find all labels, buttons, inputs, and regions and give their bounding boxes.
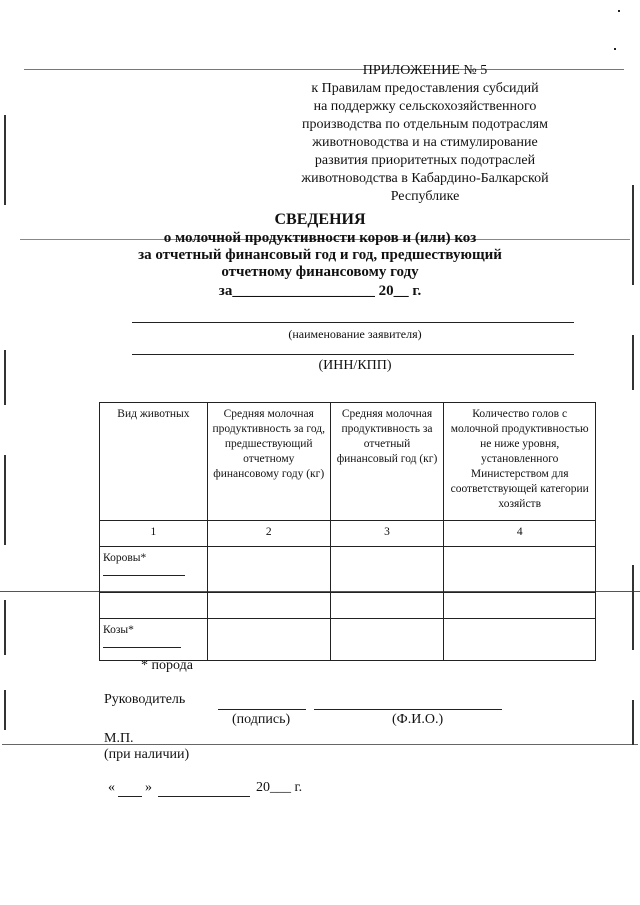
table-cell[interactable] xyxy=(330,619,444,661)
margin-mark xyxy=(632,185,634,285)
productivity-table xyxy=(99,402,596,661)
table-cell[interactable] xyxy=(330,547,444,593)
appendix-line: животноводства и на стимулирование xyxy=(312,135,538,150)
table-cell[interactable] xyxy=(444,547,596,593)
table-cell[interactable] xyxy=(444,619,596,661)
table-number-row xyxy=(100,521,596,547)
table-cell[interactable] xyxy=(100,593,208,619)
period-prefix: за xyxy=(218,283,233,299)
table-row xyxy=(100,547,596,593)
sign-caption: (подпись) xyxy=(232,712,291,727)
date-close-quote: » xyxy=(145,780,152,795)
document-title: СВЕДЕНИЯ xyxy=(274,211,366,228)
appendix-line: развития приоритетных подотраслей xyxy=(314,153,536,168)
table-header-row xyxy=(100,403,596,521)
header-report-year-yield: Средняя молочная продуктивность за отчетный финансовый год (кг) xyxy=(330,403,444,521)
date-day-field[interactable] xyxy=(118,796,142,797)
title-period xyxy=(120,281,520,301)
scan-dot xyxy=(618,10,620,12)
title-line: отчетному финансовому году xyxy=(221,264,419,280)
inn-caption: (ИНН/КПП) xyxy=(318,358,392,373)
table-cell[interactable] xyxy=(444,593,596,619)
row-label: Козы* xyxy=(103,624,134,636)
header-prev-year-yield: Средняя молочная продуктивность за год, предшествующий отчетному финансовому году (кг) xyxy=(207,403,330,521)
applicant-caption: (наименование заявителя) xyxy=(288,327,422,341)
appendix-block xyxy=(280,62,570,206)
date-open-quote: « xyxy=(108,780,115,795)
title-line: о молочной продуктивности коров и (или) коз xyxy=(163,230,477,246)
table-cell[interactable] xyxy=(207,547,330,593)
header-head-count: Количество голов с молочной продуктивностью не ниже уровня, установленного Министерством для соответствующей категории хозяйств xyxy=(444,403,596,521)
period-blank[interactable]: ___________________ xyxy=(232,283,375,299)
column-number: 1 xyxy=(100,521,208,547)
fio-field[interactable] xyxy=(314,709,502,710)
margin-mark xyxy=(632,335,634,390)
margin-mark xyxy=(4,350,6,405)
appendix-line: Республике xyxy=(390,189,460,204)
table-row xyxy=(100,619,596,661)
row-label: Коровы* xyxy=(103,552,147,564)
applicant-name-field[interactable] xyxy=(132,322,574,323)
signature-field[interactable] xyxy=(218,709,306,710)
date-year[interactable]: 20___ г. xyxy=(256,780,303,795)
margin-mark xyxy=(4,455,6,545)
scan-dot xyxy=(614,48,616,50)
scan-line xyxy=(2,744,638,745)
margin-mark xyxy=(4,600,6,655)
table-cell[interactable] xyxy=(330,593,444,619)
footnote: * порода xyxy=(141,658,193,673)
column-number: 2 xyxy=(207,521,330,547)
breed-field[interactable] xyxy=(103,647,181,648)
column-number: 3 xyxy=(330,521,444,547)
margin-mark xyxy=(632,565,634,650)
period-year[interactable]: 20__ г. xyxy=(378,283,422,299)
fio-caption: (Ф.И.О.) xyxy=(392,712,444,727)
date-month-field[interactable] xyxy=(158,796,250,797)
margin-mark xyxy=(4,115,6,205)
appendix-line: производства по отдельным подотраслям xyxy=(302,117,548,132)
title-line: за отчетный финансовый год и год, предшествующий xyxy=(138,247,502,263)
table-row xyxy=(100,593,596,619)
header-animal-type: Вид животных xyxy=(100,403,208,521)
stamp-label: М.П. xyxy=(104,731,134,746)
stamp-note: (при наличии) xyxy=(104,747,190,762)
appendix-heading: ПРИЛОЖЕНИЕ № 5 xyxy=(362,63,488,78)
table-cell[interactable] xyxy=(207,593,330,619)
row-label-cows xyxy=(100,547,208,593)
breed-field[interactable] xyxy=(103,575,185,576)
inn-field[interactable] xyxy=(132,354,574,355)
column-number: 4 xyxy=(444,521,596,547)
margin-mark xyxy=(4,690,6,730)
appendix-line: животноводства в Кабардино-Балкарской xyxy=(301,171,549,186)
margin-mark xyxy=(632,700,634,745)
table-cell[interactable] xyxy=(207,619,330,661)
head-label: Руководитель xyxy=(104,692,186,707)
appendix-line: к Правилам предоставления субсидий xyxy=(311,81,539,96)
row-label-goats xyxy=(100,619,208,661)
appendix-line: на поддержку сельскохозяйственного xyxy=(313,99,537,114)
